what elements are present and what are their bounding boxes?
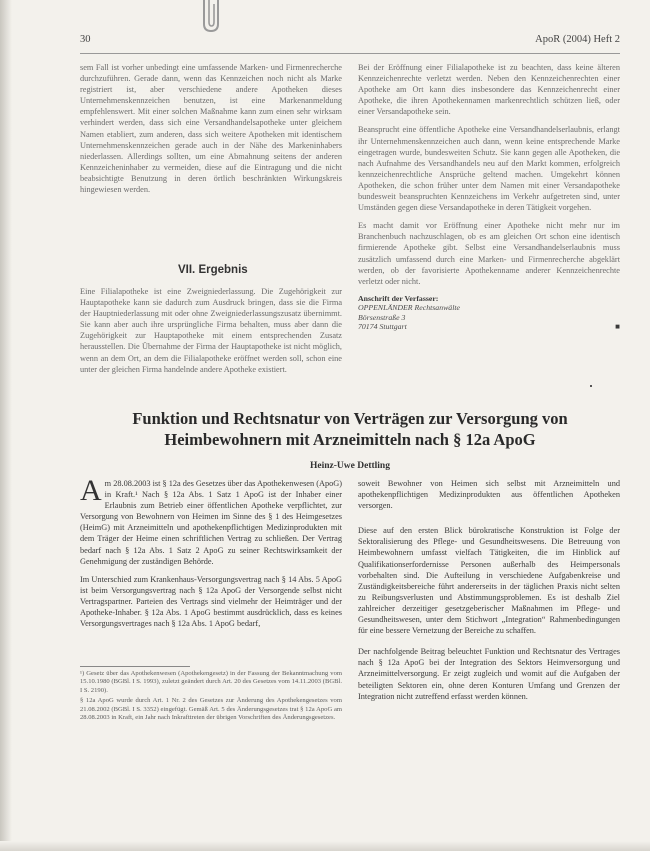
- scan-bottom-shadow: [0, 841, 650, 851]
- body-paragraph: Der nachfolgende Beitrag beleuchtet Funktion und Rechtsnatur des Vertrages nach § 12a ApoG bei der Integration des Sektors Heimversorgung und Arzneimittelversorgung. Er zeigt zugleich und womit auf die Aufgaben der beteiligten Sektoren ein, ohne deren Konturen Umfang und Grenzen der Integration nicht zutreffend erfasst werden können.: [358, 647, 620, 701]
- address-label: Anschrift der Verfasser:: [358, 293, 439, 303]
- address-line: OPPENLÄNDER Rechtsanwälte: [358, 303, 460, 313]
- footnote: § 12a ApoG wurde durch Art. 1 Nr. 2 des Gesetzes zur Änderung des Apothekengesetzes vom 21.08.2002 (BGBl. I S. 3352) eingefügt. Gemäß Art. 5 des Änderungsgesetzes trat § 12a ApoG am 28.08.2003 in Kraft, ein Jahr nach Inkrafttreten der übrigen Vorschriften des Änderungsgesetzes.: [80, 697, 342, 722]
- body-paragraph: Diese auf den ersten Blick bürokratische Konstruktion ist Folge der Sektoralisierung des Pflege- und Gesundheitswesens. Die Betreuung von Heimbewohnern umfasst vielfach Tätigkeiten, die im Hinblick auf Qualifikationserfordernisse Personen außerhalb des Heimpersonals vorbehalten sind. Die Aufteilung in verschiedene Aufgabenkreise und Zuständigkeitsbereiche führt andererseits in der täglichen Praxis nicht selten zu Reibungsverlusten und Abstimmungsproblemen. Es ist deshalb Ziel zahlreicher derzeitiger gesetzgeberischer Maßnahmen im Pflege- und Gesundheitswesen, unter dem Stichwort „Integration“ Rahmenbedingungen für eine bessere Vernetzung der Bereiche zu schaffen.: [358, 526, 620, 636]
- body-paragraph: sem Fall ist vorher unbedingt eine umfassende Marken- und Firmenrecherche durchzuführen. Gerade dann, wenn das Kennzeichen noch nicht als Marke registriert ist, aber verschiedene andere Apotheken dieses Unternehmenskennzeichen benutzen, ist eine Markenanmeldung empfehlenswert. Mit einer solchen Maßnahme kann zum einen sehr wirksam verhindert werden, dass sich eine Versandhandelsapotheke unter gleichem Namen etabliert, zum anderen, dass sich weitere Apotheken mit identischem Unternehmenskennzeichen gerade auch in der Nähe des Markeninhabers niederlassen. Allerdings sollten, um eine Abmahnung seitens der anderen Kennzeicheninhaber zu vermeiden, diese auf die Eintragung und die nicht beabsichtigte Benutzung in deren örtlich beschränkten Wirkungskreis hingewiesen werden.: [80, 63, 342, 195]
- body-paragraph: Es macht damit vor Eröffnung einer Apotheke nicht mehr nur im Branchenbuch nachzuschlagen, ob es am gleichen Ort schon eine identisch firmierende Apotheke gibt. Selbst eine Versandhandelserlaubnis muss zusätzlich umfassend durch eine Marken- und Firmenrecherche abgeklärt werden, ob der favorisierte Apothekenname anderer Kennzeichenrechte verletzt oder nicht.: [358, 221, 620, 286]
- body-paragraph: Im Unterschied zum Krankenhaus-Versorgungsvertrag nach § 14 Abs. 5 ApoG ist beim Versorgungsvertrag nach § 12a ApoG der Versorgende selbst nicht Vertragspartner. Parteien des Vertrags sind vielmehr der Heimträger und der Apotheke-Inhaber. § 12a Abs. 1 ApoG bestimmt ausdrücklich, dass es keines Versorgungsvertrages nach § 12a Abs. 1 ApoG bedarf,: [80, 574, 342, 629]
- body-paragraph: soweit Bewohner von Heimen sich selbst mit Arzneimitteln und apothekenpflichtigen Medizinprodukten aus öffentlichen Apotheken versorgen.: [358, 479, 620, 511]
- running-head: [80, 34, 620, 48]
- article-title-block: [80, 408, 620, 471]
- footnote-rule: [80, 666, 190, 667]
- article-right-column: [358, 478, 620, 709]
- article-author: Heinz-Uwe Dettling: [310, 461, 390, 471]
- right-column-top: [358, 62, 620, 331]
- page-number: 30: [80, 34, 91, 45]
- left-column-top: [80, 62, 342, 202]
- article-end-mark: ■: [615, 322, 620, 331]
- footnotes: [80, 670, 342, 724]
- scan-edge-shadow: [0, 0, 12, 851]
- journal-reference: ApoR (2004) Heft 2: [535, 34, 620, 45]
- scan-speck: [590, 385, 592, 387]
- body-paragraph: Bei der Eröffnung einer Filialapotheke ist zu beachten, dass keine älteren Kennzeichenrechte verletzt werden. Neben den Kennzeichenrechten einer Apotheke am Ort kann dies insbesondere das Kennzeichenrecht einer Apotheke, die ihren Apothekennamen markenrechtlich schützen ließ, oder einer Versandapotheke sein.: [358, 63, 620, 117]
- header-rule: [80, 53, 620, 54]
- body-paragraph: [80, 474, 343, 567]
- footnote: ¹) Gesetz über das Apothekenwesen (Apothekengesetz) in der Fassung der Bekanntmachung vom 15.10.1980 (BGBl. I S. 1993), zuletzt geändert durch Art. 20 des Gesetzes vom 14.11.2003 (BGBl. I S. 2190).: [80, 670, 342, 694]
- paragraph-text: m 28.08.2003 ist § 12a des Gesetzes über das Apothekenwesen (ApoG) in Kraft.¹ Nach § 12a Abs. 1 Satz 1 ApoG ist der Inhaber einer Erlaubnis zum Betrieb einer öffentlichen Apotheke verpflichtet, zur Versorgung von Bewohnern von Heimen im Sinne des § 1 des Heimgesetzes (HeimG) mit Arzneimitteln und apothekenpflichtigen Medizinprodukten mit dem Träger der Heime einen schriftlichen Vertrag zu schließen. Der Vertrag bedarf nach § 12a Abs. 1 Satz 2 ApoG zu seiner Rechtswirksamkeit der Genehmigung der zuständigen Behörde.: [80, 479, 343, 566]
- article-title-line: Heimbewohnern mit Arzneimitteln nach § 12a ApoG: [164, 430, 536, 449]
- section-heading: VII. Ergebnis: [178, 264, 248, 276]
- paper-clip-icon: [196, 0, 226, 34]
- address-line: 70174 Stuttgart: [358, 322, 407, 331]
- article-left-column: [80, 474, 343, 636]
- left-column-result: [80, 286, 342, 382]
- body-paragraph: Beansprucht eine öffentliche Apotheke eine Versandhandelserlaubnis, erlangt ihr Unternehmenskennzeichen auch dann, wenn keine entsprechende Marke eingetragen wurde, bundesweiten Schutz. Sie kann gegen alle Apotheken, die nach Aufnahme des Versandhandels neu auf den Markt kommen, erfolgreich kennzeichenrechtliche Ansprüche geltend machen. Umgekehrt können Apotheken, die schon früher unter dem Namen mit einer Versandapotheke bundesweit beanspruchten Kennzeichens im Verkehr aufgetreten sind, unter Umständen gegen diese Versandapotheke in deren Tätigkeit vorgehen.: [358, 125, 620, 213]
- drop-cap: A: [80, 474, 102, 507]
- address-line: Börsenstraße 3: [358, 312, 406, 322]
- article-title-line: Funktion und Rechtsnatur von Verträgen zur Versorgung von: [132, 409, 568, 428]
- body-paragraph: Eine Filialapotheke ist eine Zweigniederlassung. Die Zugehörigkeit zur Hauptapotheke kann sie dadurch zum Ausdruck bringen, dass sie die Firma der Hauptniederlassung mit oder ohne Zweigniederlassungszusatz übernimmt. Sie kann aber auch ihre ursprüngliche Firma behalten, muss aber dann die Zugehörigkeit zur Hauptapotheke mit einem entsprechenden Zusatz herausstellen. Die Übernahme der Firma der Hauptapotheke ist nicht möglich, wenn an dem Ort, an dem die Filialapotheke eröffnet werden soll, schon eine unter der gleichen Firma handelnde andere Apotheke existiert.: [80, 287, 342, 374]
- author-address: [358, 294, 620, 332]
